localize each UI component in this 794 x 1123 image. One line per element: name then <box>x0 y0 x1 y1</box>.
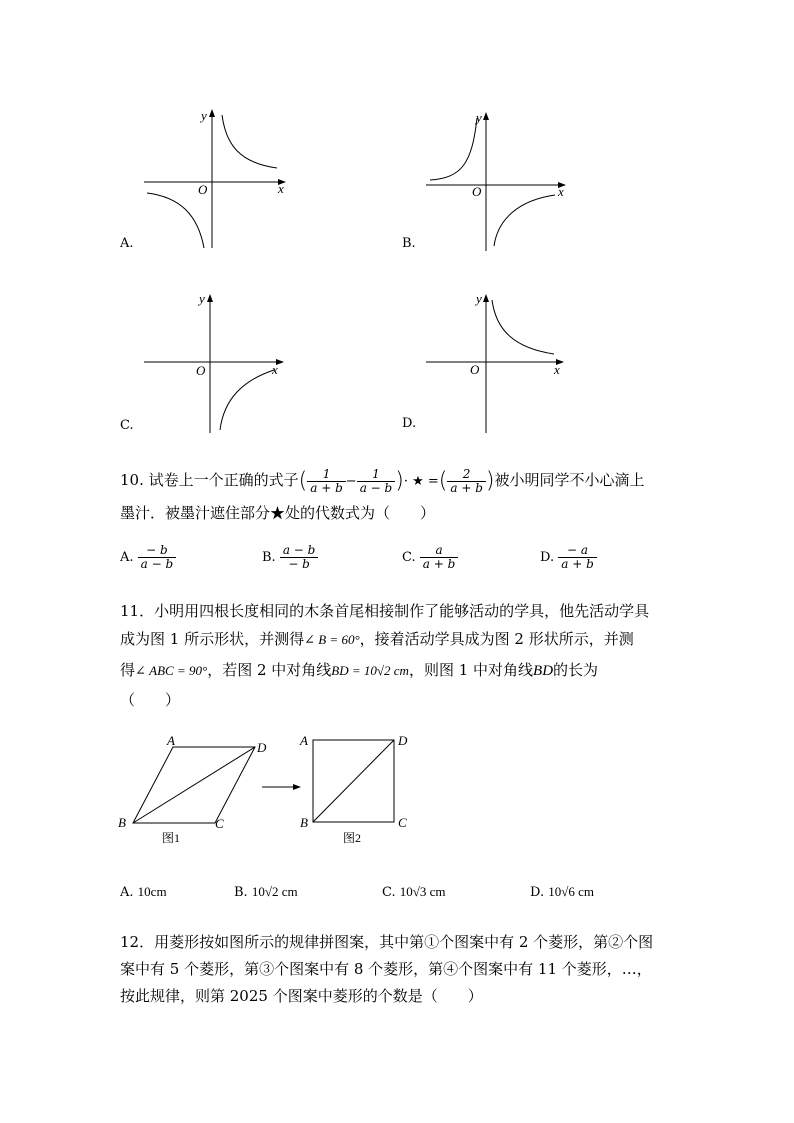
q12-line2: 案中有 5 个菱形，第③个图案中有 8 个菱形，第④个图案中有 11 个菱形，…， <box>120 960 652 978</box>
graph-d-y-label: y <box>476 291 482 306</box>
q9-graph-d <box>422 290 572 435</box>
q11-line4: （ ） <box>120 691 181 709</box>
fig1-caption: 图1 <box>162 831 181 845</box>
fig2-diagonal-bd <box>313 740 394 822</box>
q11-option-b[interactable]: B. 10√2 cm <box>234 884 298 900</box>
q11-figures-svg <box>115 730 425 850</box>
fraction-2: $\frac{1}{a - b}$ <box>357 468 396 495</box>
q9-graph-b <box>422 108 572 253</box>
q11-line2: 成为图 1 所示形状，并测得∠ B = 60°，接着活动学具成为图 2 形状所示，并测 <box>120 630 634 648</box>
fig2-a: A <box>300 733 308 748</box>
fig1-b: B <box>118 815 126 830</box>
fig2-caption: 图2 <box>343 831 362 845</box>
fig1-c: C <box>215 816 224 831</box>
q9-option-b-label[interactable]: B. <box>402 236 416 251</box>
q10-option-a-frac: $\frac{- b}{a - b}$ <box>138 544 177 571</box>
q10-text-before: 试卷上一个正确的式子 <box>148 471 299 489</box>
fig2-c: C <box>398 815 407 830</box>
q9-option-a-label[interactable]: A. <box>120 236 134 251</box>
fraction-1: $\frac{1}{a + b}$ <box>307 468 346 495</box>
graph-d-x-label: x <box>554 362 560 377</box>
q10-text-after: 被小明同学不小心滴上 <box>494 471 645 489</box>
q10-option-a[interactable]: A. $\frac{- b}{a - b}$ <box>120 544 176 571</box>
q9-graph-c <box>140 290 290 435</box>
q9-graph-a <box>140 105 290 250</box>
graph-b-x-label: x <box>558 184 564 199</box>
right-paren-2: ) <box>485 468 495 494</box>
q11-option-c-value: 10√3 cm <box>399 884 446 899</box>
graph-d-svg <box>422 290 572 435</box>
graph-c-y-label: y <box>199 291 205 306</box>
q11-option-a-value: 10cm <box>137 884 167 899</box>
graph-b-svg <box>422 108 572 253</box>
graph-a-origin: O <box>198 182 208 197</box>
q10-number: 10. <box>120 471 144 489</box>
fig2-d: D <box>398 733 408 748</box>
graph-d-origin: O <box>470 362 480 377</box>
left-paren: ( <box>298 468 308 494</box>
q11-line1: 11．小明用四根长度相同的木条首尾相接制作了能够活动的学具，他先活动学具 <box>120 602 650 620</box>
graph-c-x-label: x <box>272 362 278 377</box>
q10-option-d[interactable]: D. $\frac{- a}{a + b}$ <box>540 544 597 571</box>
q12-line3: 按此规律，则第 2025 个图案中菱形的个数是（ ） <box>120 987 483 1005</box>
fig2-b: B <box>300 815 308 830</box>
bd-length-expr: BD = 10√2 cm <box>331 663 409 678</box>
fig1-a: A <box>167 733 175 748</box>
angle-b-expr: ∠ B = 60° <box>304 632 360 647</box>
q10-option-b[interactable]: B. $\frac{a - b}{- b}$ <box>262 544 318 571</box>
graph-b-origin: O <box>472 184 482 199</box>
graph-c-origin: O <box>196 363 206 378</box>
bd-label: BD <box>533 663 554 679</box>
q12-line1: 12．用菱形按如图所示的规律拼图案，其中第①个图案中有 2 个菱形，第②个图 <box>120 933 654 951</box>
graph-a-svg <box>140 105 290 250</box>
dot-star-equals: · ★ = <box>403 474 439 489</box>
graph-a-y-label: y <box>201 108 207 123</box>
right-paren: ) <box>395 468 404 494</box>
fig1-diagonal-bd <box>133 747 255 823</box>
q11-figures <box>115 730 425 850</box>
minus-sign: − <box>345 474 357 489</box>
q11-option-b-value: 10√2 cm <box>251 884 298 899</box>
q9-option-d-label[interactable]: D. <box>402 416 417 431</box>
q10-option-c[interactable]: C. $\frac{a}{a + b}$ <box>402 544 458 571</box>
fig1-d: D <box>257 740 267 755</box>
q10-option-b-frac: $\frac{a - b}{- b}$ <box>280 544 319 571</box>
fraction-3: $\frac{2}{a + b}$ <box>447 468 486 495</box>
q9-option-c-label[interactable]: C. <box>120 418 134 433</box>
graph-a-x-label: x <box>278 181 284 196</box>
q10-line1 <box>120 466 720 496</box>
q11-line3: 得∠ ABC = 90°，若图 2 中对角线BD = 10√2 cm，则图 1 中对角线BD的长为 <box>120 661 599 679</box>
q10-line2: 墨汁．被墨汁遮住部分★处的代数式为（ ） <box>120 504 436 522</box>
q10-options <box>120 544 720 580</box>
arrow-head <box>293 784 301 790</box>
q10-option-c-frac: $\frac{a}{a + b}$ <box>420 544 459 571</box>
q11-options <box>120 880 720 908</box>
q11-option-d[interactable]: D. 10√6 cm <box>530 884 595 900</box>
graph-b-y-label: y <box>476 110 482 125</box>
left-paren-2: ( <box>438 468 448 494</box>
q11-option-a[interactable]: A. 10cm <box>120 884 167 900</box>
graph-c-svg <box>140 290 290 435</box>
q11-option-c[interactable]: C. 10√3 cm <box>382 884 446 900</box>
q11-option-d-value: 10√6 cm <box>548 884 595 899</box>
q10-option-d-frac: $\frac{- a}{a + b}$ <box>558 544 597 571</box>
angle-abc-expr: ∠ ABC = 90° <box>135 663 208 678</box>
